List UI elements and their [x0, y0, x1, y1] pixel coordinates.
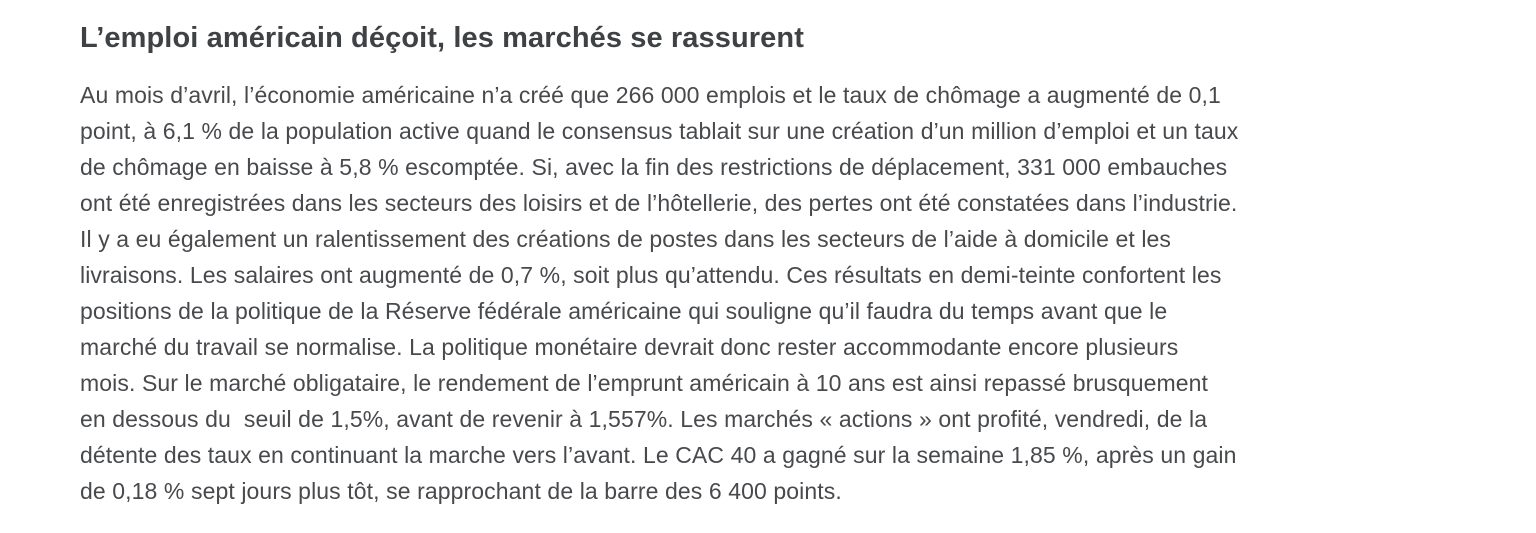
article-title: L’emploi américain déçoit, les marchés se rassurent [80, 22, 804, 54]
paragraph-line-1: Au mois d’avril, l’économie américaine n’a créé que 266 000 emplois et le taux de chômage a augmenté de 0,1 [80, 82, 1221, 108]
paragraph-line-5: Il y a eu également un ralentissement des créations de postes dans les secteurs de l’aide à domicile et les [80, 226, 1172, 252]
article-body [80, 77, 1476, 509]
paragraph-line-4: ont été enregistrées dans les secteurs des loisirs et de l’hôtellerie, des pertes ont été constatées dans l’industrie. [80, 190, 1238, 216]
paragraph-line-8: marché du travail se normalise. La politique monétaire devrait donc rester accommodante encore plusieurs [80, 334, 1179, 360]
paragraph-line-11: détente des taux en continuant la marche vers l’avant. Le CAC 40 a gagné sur la semaine 1,85 %, après un gain [80, 442, 1237, 468]
paragraph-line-12: de 0,18 % sept jours plus tôt, se rapprochant de la barre des 6 400 points. [80, 478, 842, 504]
paragraph-line-3: de chômage en baisse à 5,8 % escomptée. Si, avec la fin des restrictions de déplacement, 331 000 embauches [80, 154, 1228, 180]
paragraph-line-6: livraisons. Les salaires ont augmenté de 0,7 %, soit plus qu’attendu. Ces résultats en demi-teinte confortent les [80, 262, 1222, 288]
paragraph-line-7: positions de la politique de la Réserve fédérale américaine qui souligne qu’il faudra du temps avant que le [80, 298, 1168, 324]
paragraph-line-9: mois. Sur le marché obligataire, le rendement de l’emprunt américain à 10 ans est ainsi repassé brusquement [80, 370, 1209, 396]
paragraph-line-10: en dessous du seuil de 1,5%, avant de revenir à 1,557%. Les marchés « actions » ont profité, vendredi, de la [80, 406, 1208, 432]
paragraph-line-2: point, à 6,1 % de la population active quand le consensus tablait sur une création d’un million d’emploi et un taux [80, 118, 1239, 144]
